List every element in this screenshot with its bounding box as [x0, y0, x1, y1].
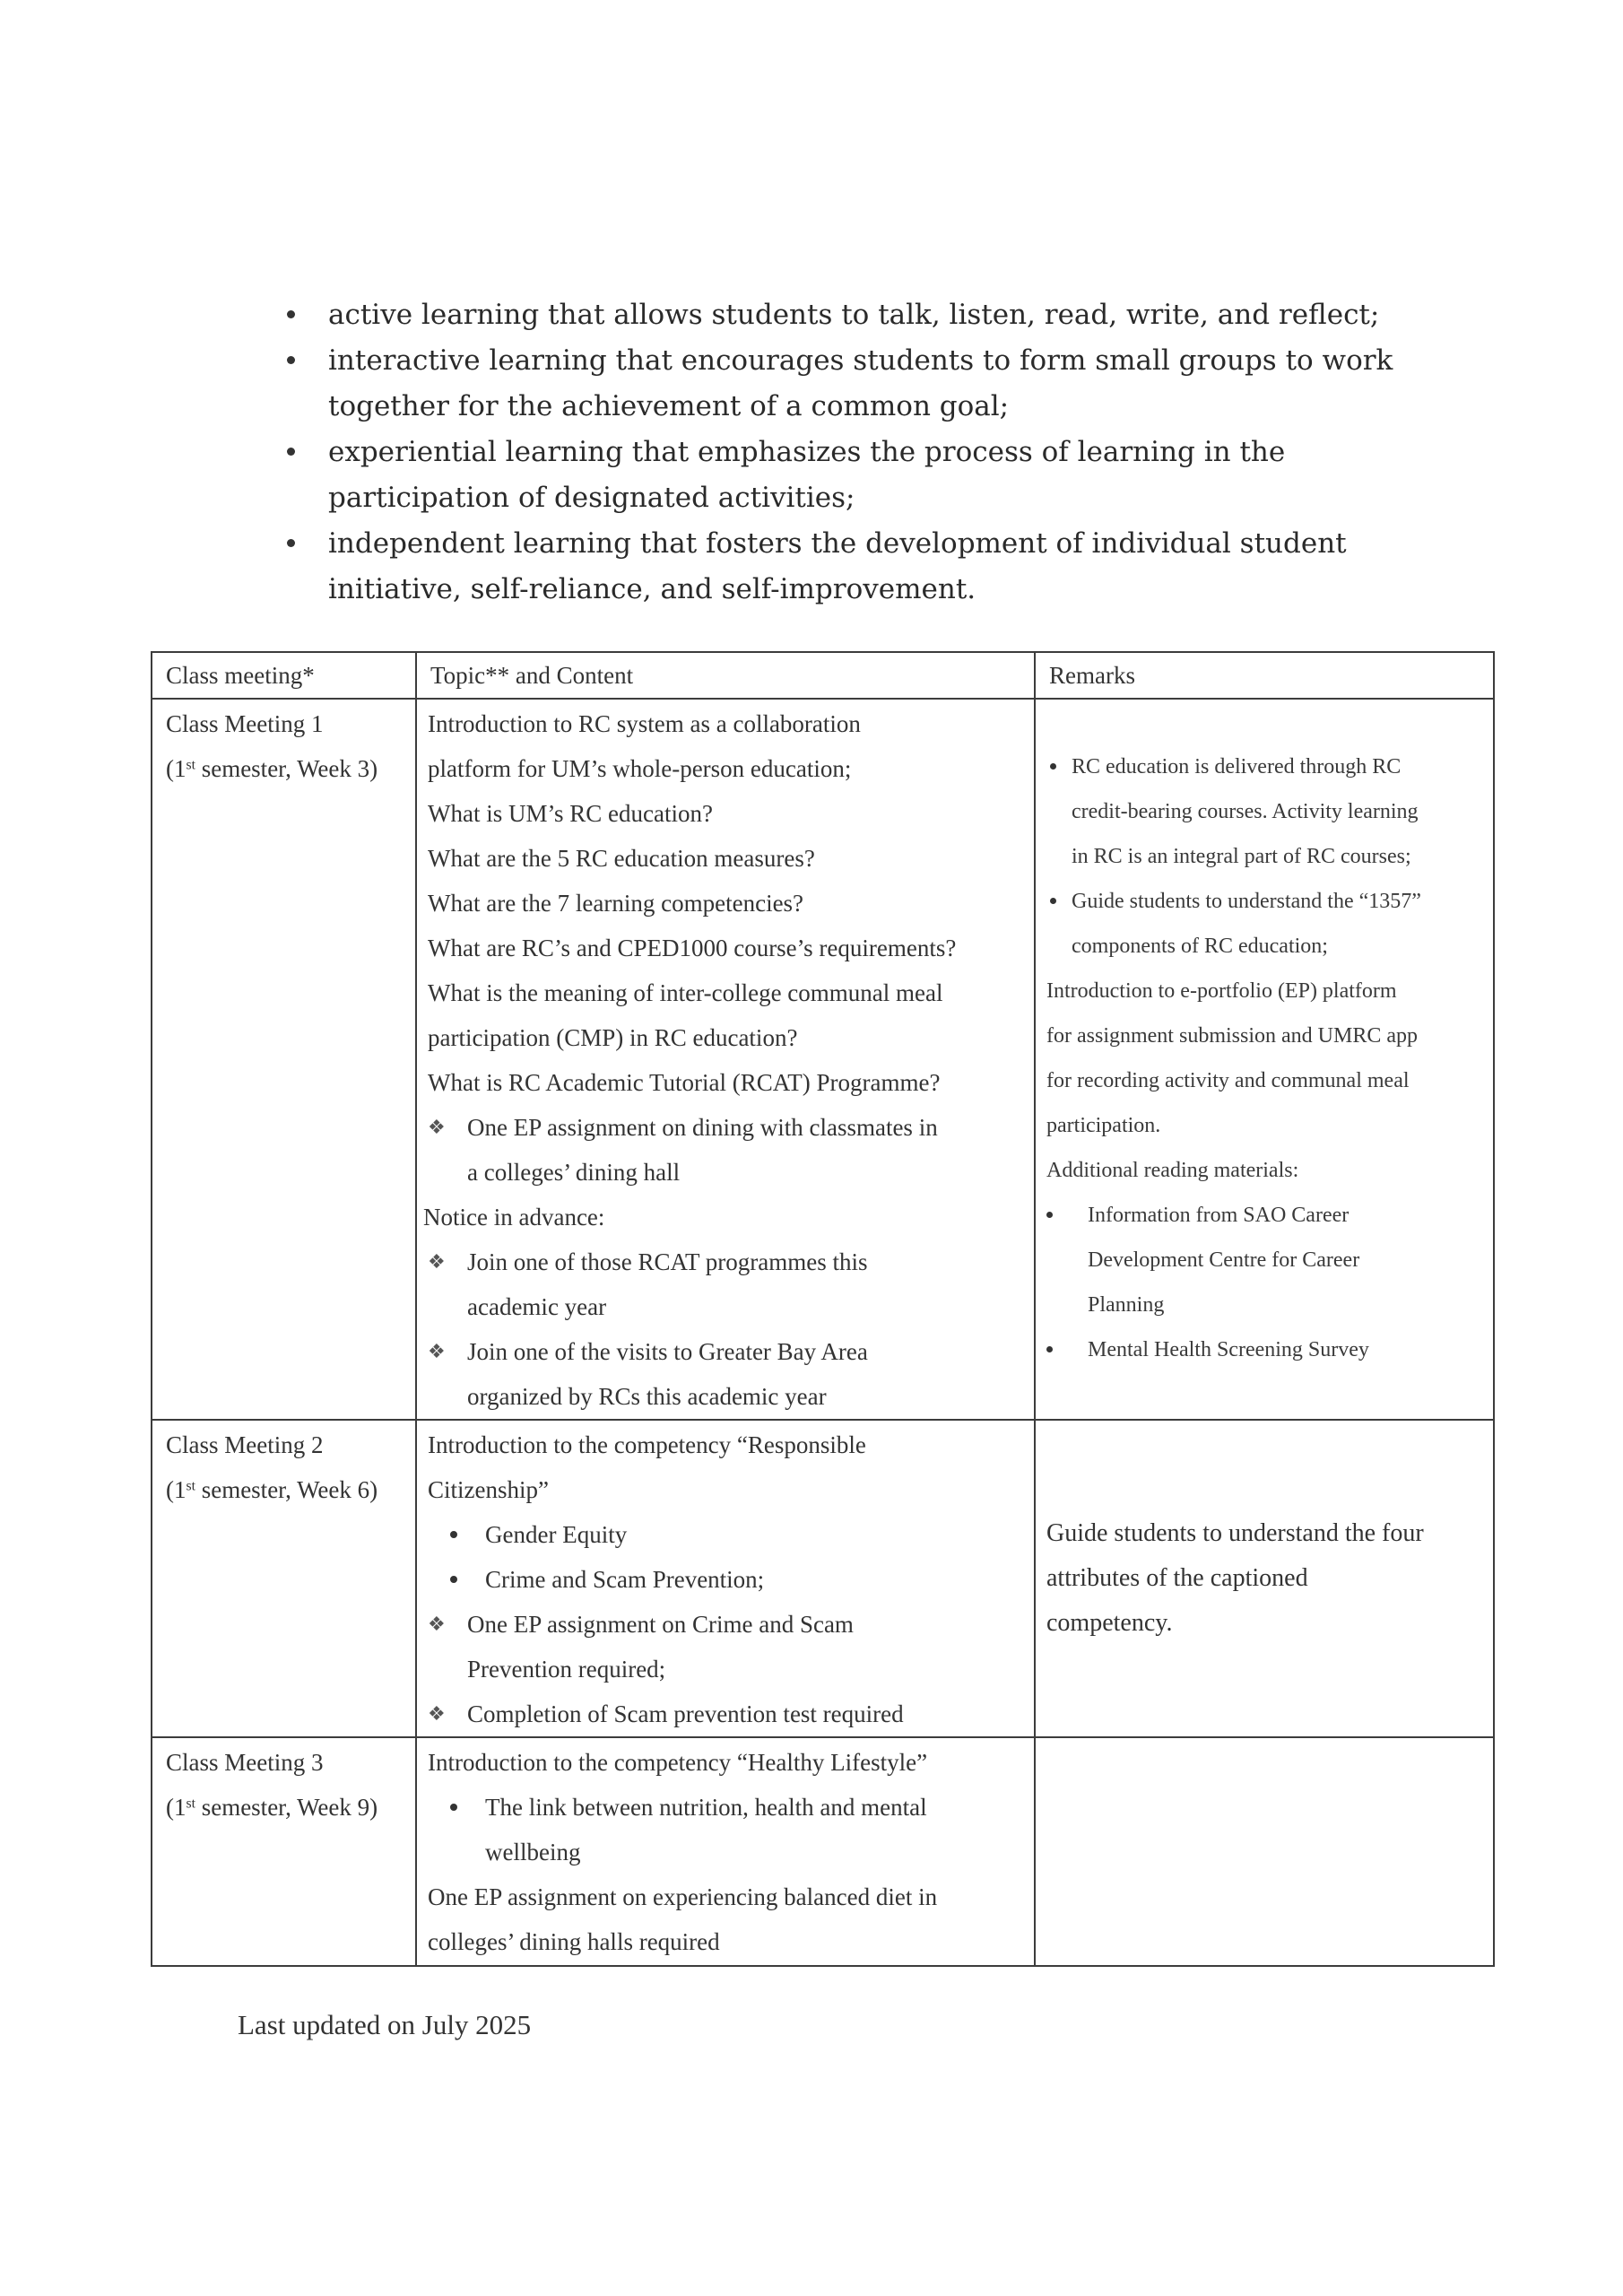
remark-line: for recording activity and communal meal: [1046, 1069, 1410, 1092]
meeting-cell: [152, 1420, 416, 1737]
table-row: [152, 1420, 1494, 1737]
topic-line: Introduction to the competency “Responsible: [428, 1431, 866, 1458]
remark-line: Guide students to understand the four: [1046, 1519, 1424, 1547]
table-row: [152, 699, 1494, 1420]
remark-line: for assignment submission and UMRC app: [1046, 1024, 1418, 1048]
diamond-bullet-item: ❖ One EP assignment on Crime and Scam: [428, 1602, 1034, 1647]
topic-line: What is the meaning of inter-college communal meal: [428, 979, 943, 1006]
remark-line: Introduction to e-portfolio (EP) platform: [1046, 979, 1397, 1003]
remark-bullet-item: Information from SAO Career: [1046, 1193, 1493, 1238]
topic-line: colleges’ dining halls required: [428, 1928, 720, 1955]
remarks-cell: [1035, 1737, 1494, 1966]
topic-line: Prevention required;: [467, 1656, 666, 1683]
column-header-remarks: Remarks: [1035, 652, 1494, 699]
topic-line: Introduction to RC system as a collaboration: [428, 710, 861, 737]
column-header-topic: Topic** and Content: [416, 652, 1035, 699]
topic-line: What are the 5 RC education measures?: [428, 845, 815, 872]
topic-line: One EP assignment on experiencing balanced diet in: [428, 1883, 938, 1910]
diamond-bullet-item: ❖ Completion of Scam prevention test required: [428, 1692, 1034, 1736]
dot-bullet-item: Gender Equity: [428, 1512, 1034, 1557]
topic-line: What is RC Academic Tutorial (RCAT) Programme?: [428, 1069, 941, 1096]
table-header-row: [152, 652, 1494, 699]
topic-line: What are RC’s and CPED1000 course’s requirements?: [428, 935, 957, 961]
topic-line: wellbeing: [485, 1839, 581, 1866]
meeting-cell: [152, 1737, 416, 1966]
list-item: experiential learning that emphasizes the process of learning in the participation of designated activities;: [287, 430, 1453, 521]
dot-bullet-item: The link between nutrition, health and mental: [428, 1785, 1034, 1830]
topic-line: participation (CMP) in RC education?: [428, 1024, 798, 1051]
meeting-semester: (1st semester, Week 9): [166, 1794, 378, 1821]
remark-bullet-item: RC education is delivered through RC: [1046, 744, 1493, 789]
list-item: interactive learning that encourages students to form small groups to work together for the achievement of a common goal;: [287, 338, 1453, 430]
column-header-class-meeting: Class meeting*: [152, 652, 416, 699]
topic-line: organized by RCs this academic year: [467, 1383, 827, 1410]
remark-bullet-item: Mental Health Screening Survey: [1046, 1327, 1493, 1372]
remark-bullet-item: Guide students to understand the “1357”: [1046, 879, 1493, 924]
remark-line: components of RC education;: [1072, 935, 1328, 958]
remark-line: attributes of the captioned: [1046, 1564, 1308, 1592]
diamond-bullet-item: ❖ Join one of those RCAT programmes this: [428, 1239, 1034, 1284]
meeting-semester: (1st semester, Week 6): [166, 1476, 378, 1503]
topic-cell: [416, 699, 1035, 1420]
meeting-semester: (1st semester, Week 3): [166, 755, 378, 782]
meeting-name: Class Meeting 1: [166, 710, 324, 737]
learning-approaches-list: [287, 292, 1453, 613]
meeting-name: Class Meeting 3: [166, 1749, 324, 1776]
meeting-name: Class Meeting 2: [166, 1431, 324, 1458]
remark-line: in RC is an integral part of RC courses;: [1072, 845, 1411, 868]
meeting-cell: [152, 699, 416, 1420]
last-updated-note: Last updated on July 2025: [238, 2009, 532, 2040]
table-row: [152, 1737, 1494, 1966]
list-item: active learning that allows students to talk, listen, read, write, and reflect;: [287, 292, 1453, 338]
remark-line: Planning: [1088, 1293, 1165, 1317]
topic-line: What is UM’s RC education?: [428, 800, 713, 827]
diamond-bullet-item: ❖ One EP assignment on dining with classmates in: [428, 1105, 1034, 1150]
topic-line: academic year: [467, 1293, 607, 1320]
remark-line: participation.: [1046, 1114, 1161, 1137]
remark-line: competency.: [1046, 1609, 1173, 1637]
dot-bullet-item: Crime and Scam Prevention;: [428, 1557, 1034, 1602]
remark-line: Development Centre for Career: [1088, 1248, 1360, 1272]
topic-line: Notice in advance:: [423, 1204, 605, 1231]
remarks-cell: [1035, 1420, 1494, 1737]
topic-line: What are the 7 learning competencies?: [428, 890, 804, 917]
remarks-cell: [1035, 699, 1494, 1420]
topic-line: a colleges’ dining hall: [467, 1159, 681, 1186]
remark-line: Additional reading materials:: [1046, 1159, 1299, 1182]
list-item: independent learning that fosters the development of individual student initiative, self-reliance, and self-improvement.: [287, 521, 1453, 613]
topic-cell: [416, 1420, 1035, 1737]
topic-line: Introduction to the competency “Healthy Lifestyle”: [428, 1749, 928, 1776]
topic-cell: [416, 1737, 1035, 1966]
topic-line: Citizenship”: [428, 1476, 549, 1503]
remark-line: credit-bearing courses. Activity learning: [1072, 800, 1419, 823]
class-meeting-table: [151, 651, 1495, 1967]
diamond-bullet-item: ❖ Join one of the visits to Greater Bay Area: [428, 1329, 1034, 1374]
topic-line: platform for UM’s whole-person education;: [428, 755, 852, 782]
